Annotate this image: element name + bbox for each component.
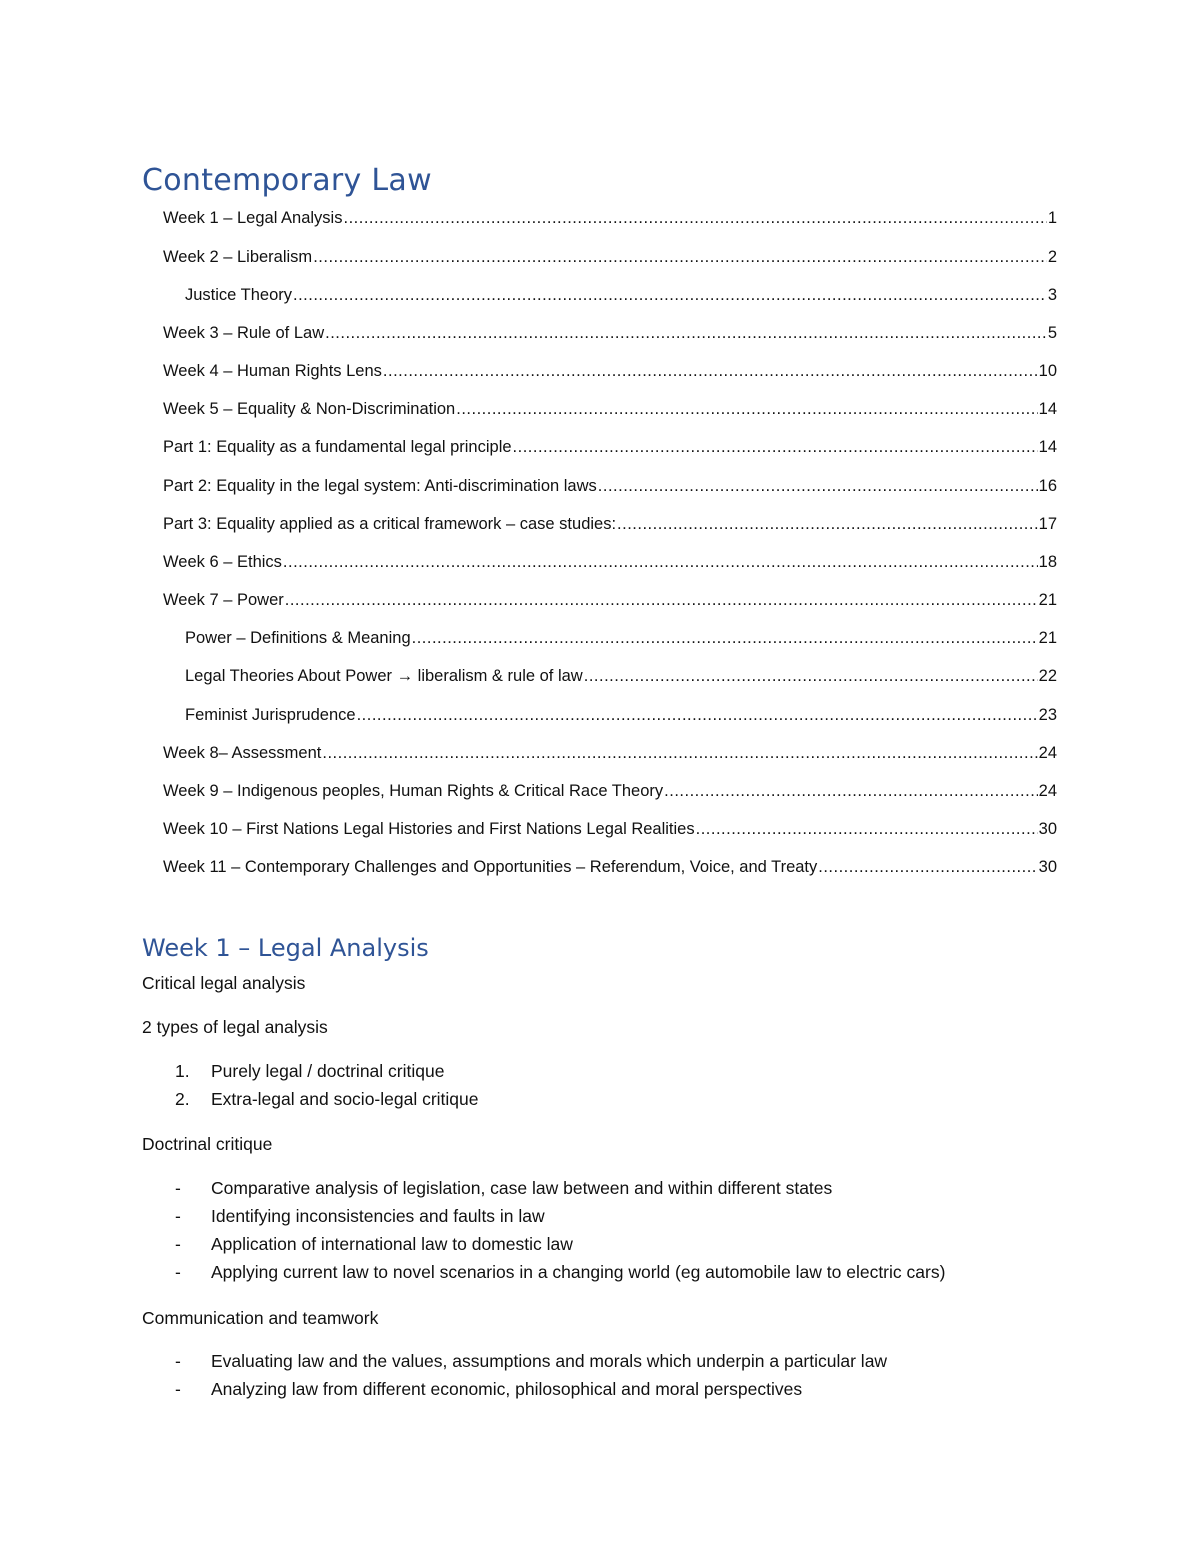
toc-entry-justice-theory[interactable] (185, 283, 1057, 307)
toc-entry-page: 22 (1038, 667, 1057, 685)
toc-leader-dots (283, 550, 1038, 574)
toc-entry-label: Part 2: Equality in the legal system: Anti-discrimination laws (163, 477, 597, 495)
section-intro: Critical legal analysis (142, 973, 306, 993)
toc-entry-page: 16 (1038, 477, 1057, 495)
toc-entry-page: 21 (1038, 629, 1057, 647)
toc-entry-week-2[interactable] (163, 245, 1057, 269)
toc-entry-power-definitions[interactable] (185, 626, 1057, 650)
toc-entry-page: 24 (1038, 782, 1057, 800)
toc-entry-label: Week 10 – First Nations Legal Histories and First Nations Legal Realities (163, 820, 695, 838)
toc-entry-label: Week 8– Assessment (163, 744, 322, 762)
toc-entry-page: 5 (1047, 324, 1057, 342)
toc-leader-dots (383, 359, 1038, 383)
toc-entry-page: 17 (1038, 515, 1057, 533)
toc-entry-label: Power – Definitions & Meaning (185, 629, 411, 647)
toc-entry-label: Week 5 – Equality & Non-Discrimination (163, 400, 456, 418)
list-marker: 2. (175, 1089, 190, 1109)
toc-entry-week-5[interactable] (163, 397, 1057, 421)
toc-leader-dots (617, 512, 1038, 536)
list-item-text: Application of international law to domestic law (211, 1234, 573, 1254)
toc-entry-label: Feminist Jurisprudence (185, 706, 356, 724)
toc-leader-dots (325, 321, 1047, 345)
toc-entry-label: Week 2 – Liberalism (163, 248, 313, 266)
toc-entry-page: 14 (1038, 438, 1057, 456)
toc-entry-label: Week 4 – Human Rights Lens (163, 362, 382, 380)
toc-entry-legal-theories-power[interactable] (185, 664, 1057, 688)
toc-leader-dots (696, 817, 1038, 841)
list-item-text: Purely legal / doctrinal critique (211, 1061, 445, 1081)
toc-entry-label: Week 7 – Power (163, 591, 284, 609)
toc-leader-dots (513, 435, 1038, 459)
list-item-text: Identifying inconsistencies and faults in law (211, 1206, 545, 1226)
toc-entry-part-1[interactable] (163, 435, 1057, 459)
list-marker: - (175, 1206, 181, 1226)
toc-entry-page: 24 (1038, 744, 1057, 762)
list-marker: - (175, 1234, 181, 1254)
toc-entry-label: Week 1 – Legal Analysis (163, 209, 343, 227)
toc-entry-label: Legal Theories About Power → liberalism & rule of law (185, 667, 583, 685)
toc-entry-label: Part 1: Equality as a fundamental legal principle (163, 438, 512, 456)
list-item-text: Applying current law to novel scenarios in a changing world (eg automobile law to electric cars) (211, 1262, 946, 1282)
toc-entry-page: 14 (1038, 400, 1057, 418)
toc-entry-week-4[interactable] (163, 359, 1057, 383)
list-marker: - (175, 1351, 181, 1371)
toc-entry-week-3[interactable] (163, 321, 1057, 345)
toc-leader-dots (322, 741, 1037, 765)
list-item-text: Extra-legal and socio-legal critique (211, 1089, 479, 1109)
toc-entry-page: 2 (1047, 248, 1057, 266)
toc-entry-week-8[interactable] (163, 741, 1057, 765)
toc-entry-part-3[interactable] (163, 512, 1057, 536)
toc-leader-dots (285, 588, 1038, 612)
toc-leader-dots (584, 664, 1038, 688)
toc-entry-week-1[interactable] (163, 206, 1057, 230)
list-item-text: Comparative analysis of legislation, case law between and within different states (211, 1178, 833, 1198)
toc-entry-week-7[interactable] (163, 588, 1057, 612)
toc-entry-week-9[interactable] (163, 779, 1057, 803)
list-marker: - (175, 1178, 181, 1198)
list-marker: - (175, 1379, 181, 1399)
toc-entry-label: Part 3: Equality applied as a critical framework – case studies: (163, 515, 617, 533)
toc-entry-label: Week 11 – Contemporary Challenges and Opportunities – Referendum, Voice, and Treaty (163, 858, 818, 876)
doctrinal-heading: Doctrinal critique (142, 1134, 273, 1154)
communication-heading: Communication and teamwork (142, 1308, 379, 1328)
toc-entry-label: Week 9 – Indigenous peoples, Human Rights & Critical Race Theory (163, 782, 664, 800)
toc-entry-label: Justice Theory (185, 286, 292, 304)
toc-leader-dots (456, 397, 1037, 421)
toc-entry-week-6[interactable] (163, 550, 1057, 574)
document-title: Contemporary Law (142, 163, 432, 198)
toc-leader-dots (412, 626, 1038, 650)
toc-entry-page: 18 (1038, 553, 1057, 571)
toc-entry-feminist-jurisprudence[interactable] (185, 703, 1057, 727)
list-item-text: Analyzing law from different economic, philosophical and moral perspectives (211, 1379, 803, 1399)
toc-entry-page: 1 (1047, 209, 1057, 227)
toc-leader-dots (293, 283, 1047, 307)
toc-entry-part-2[interactable] (163, 474, 1057, 498)
toc-entry-page: 21 (1038, 591, 1057, 609)
list-marker: - (175, 1262, 181, 1282)
toc-entry-page: 30 (1038, 820, 1057, 838)
toc-leader-dots (598, 474, 1038, 498)
toc-entry-page: 23 (1038, 706, 1057, 724)
toc-entry-page: 30 (1038, 858, 1057, 876)
toc-entry-label: Week 3 – Rule of Law (163, 324, 325, 342)
toc-leader-dots (357, 703, 1038, 727)
toc-entry-label: Week 6 – Ethics (163, 553, 282, 571)
toc-entry-week-11[interactable] (163, 855, 1057, 879)
toc-entry-page: 10 (1038, 362, 1057, 380)
toc-leader-dots (664, 779, 1037, 803)
toc-leader-dots (313, 245, 1047, 269)
list-marker: 1. (175, 1061, 190, 1081)
toc-leader-dots (343, 206, 1046, 230)
list-item-text: Evaluating law and the values, assumptions and morals which underpin a particular law (211, 1351, 888, 1371)
toc-entry-page: 3 (1047, 286, 1057, 304)
toc-entry-week-10[interactable] (163, 817, 1057, 841)
section-heading: Week 1 – Legal Analysis (142, 934, 429, 962)
toc-leader-dots (818, 855, 1037, 879)
types-intro: 2 types of legal analysis (142, 1017, 328, 1037)
